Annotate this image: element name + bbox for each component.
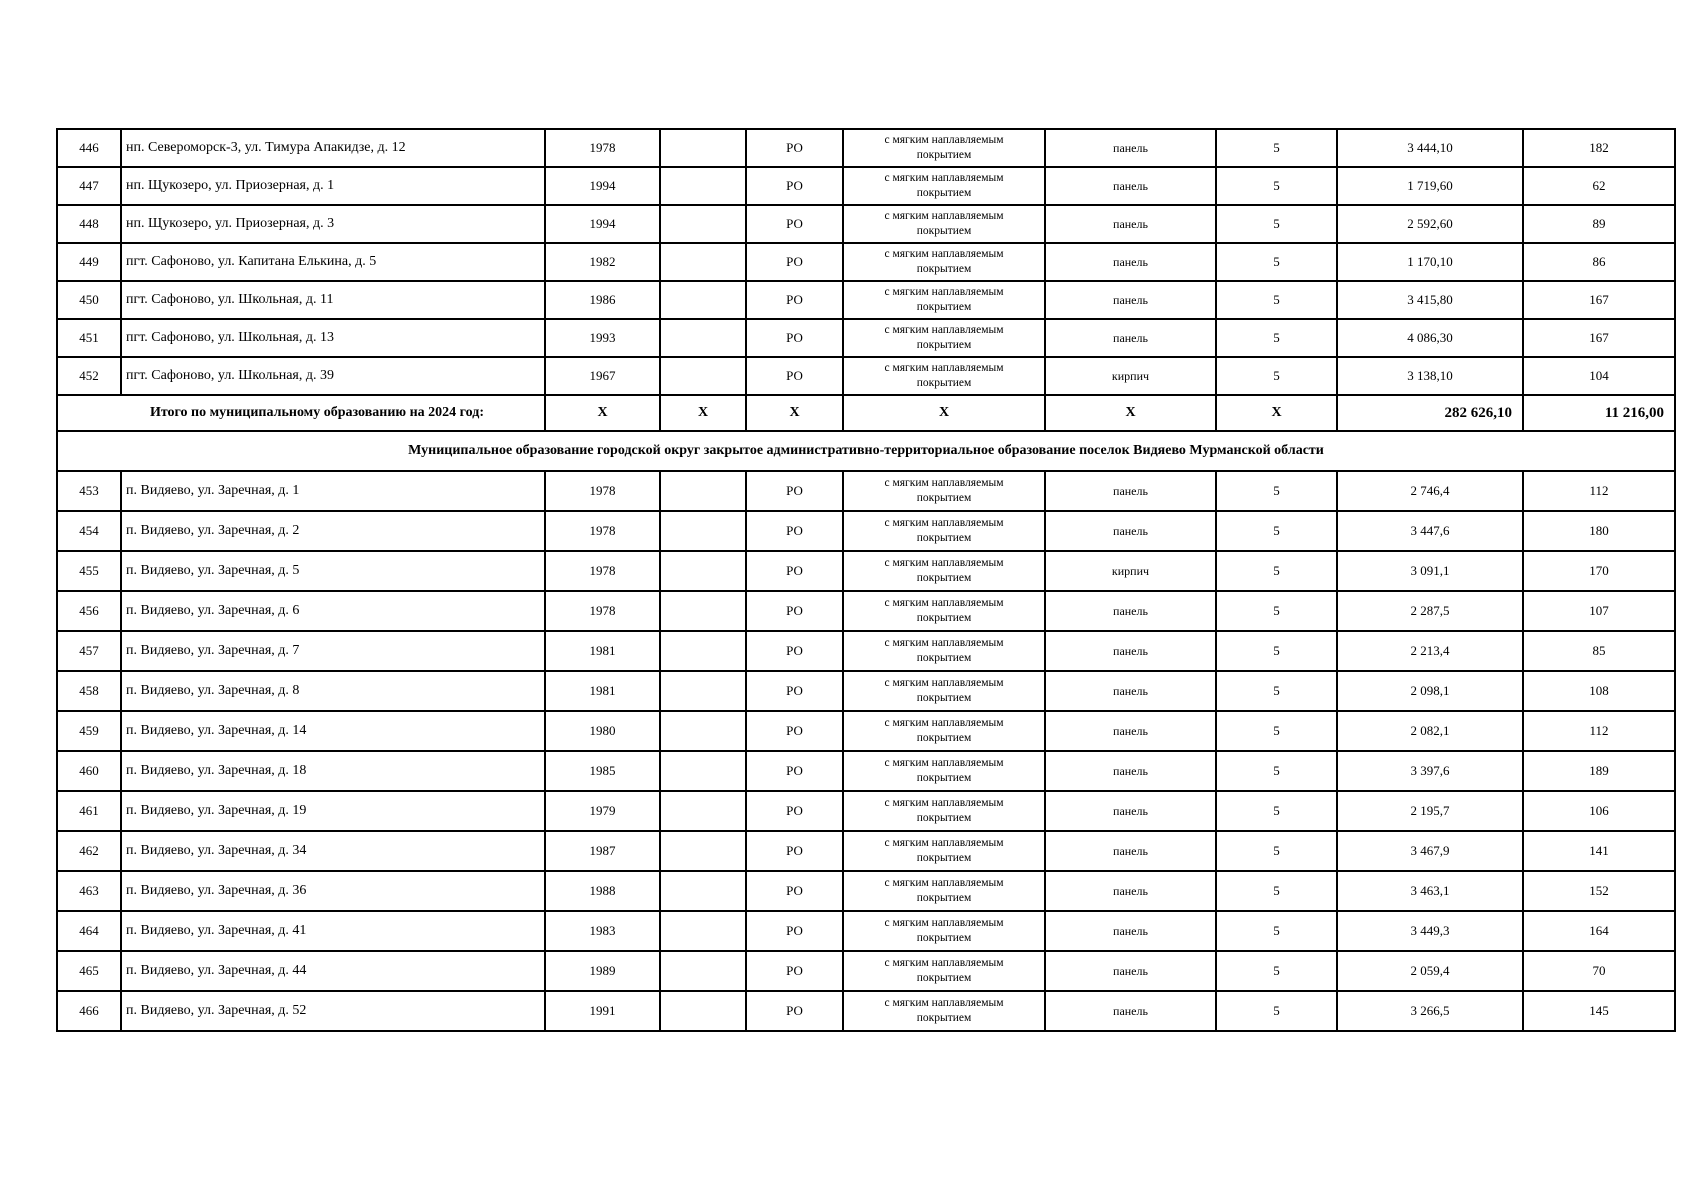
total-area: 282 626,10	[1337, 395, 1523, 431]
area-cell: 2 082,1	[1337, 711, 1523, 751]
wall-material-cell: панель	[1045, 129, 1216, 167]
address-cell: п. Видяево, ул. Заречная, д. 5	[121, 551, 545, 591]
floors-cell: 5	[1216, 243, 1337, 281]
empty-cell	[660, 831, 746, 871]
area-cell: 3 449,3	[1337, 911, 1523, 951]
floors-cell: 5	[1216, 711, 1337, 751]
roof-type-line: с мягким наплавляемым	[884, 324, 1004, 336]
area-cell: 3 266,5	[1337, 991, 1523, 1031]
area-cell: 2 213,4	[1337, 631, 1523, 671]
roof-type-cell	[843, 551, 1045, 591]
wall-material-cell: панель	[1045, 951, 1216, 991]
fund-cell: РО	[746, 831, 843, 871]
year-cell: 1978	[545, 129, 660, 167]
total-x-mark: X	[843, 395, 1045, 431]
fund-cell: РО	[746, 281, 843, 319]
address-cell: п. Видяево, ул. Заречная, д. 41	[121, 911, 545, 951]
wall-material-cell: панель	[1045, 911, 1216, 951]
area-cell: 2 059,4	[1337, 951, 1523, 991]
roof-type-line: с мягким наплавляемым	[884, 286, 1004, 298]
empty-cell	[660, 991, 746, 1031]
year-cell: 1981	[545, 631, 660, 671]
floors-cell: 5	[1216, 205, 1337, 243]
table-row	[57, 911, 1675, 951]
roof-type-cell	[843, 511, 1045, 551]
wall-material-cell: панель	[1045, 591, 1216, 631]
fund-cell: РО	[746, 591, 843, 631]
empty-cell	[660, 205, 746, 243]
row-number-cell: 457	[57, 631, 121, 671]
wall-material-cell: панель	[1045, 205, 1216, 243]
floors-cell: 5	[1216, 511, 1337, 551]
total-x-mark: X	[660, 395, 746, 431]
section-title: Муниципальное образование городской округ закрытое административно-территориальное образование поселок Видяево Мурманской области	[57, 431, 1675, 471]
table-row	[57, 129, 1675, 167]
table-row	[57, 711, 1675, 751]
row-number-cell: 452	[57, 357, 121, 395]
fund-cell: РО	[746, 471, 843, 511]
floors-cell: 5	[1216, 281, 1337, 319]
table-row	[57, 281, 1675, 319]
roof-type-cell	[843, 711, 1045, 751]
roof-type-line: с мягким наплавляемым	[884, 210, 1004, 222]
roof-type-line: покрытием	[916, 612, 972, 624]
empty-cell	[660, 551, 746, 591]
wall-material-cell: панель	[1045, 243, 1216, 281]
residents-cell: 85	[1523, 631, 1675, 671]
row-number-cell: 459	[57, 711, 121, 751]
area-cell: 2 592,60	[1337, 205, 1523, 243]
table-row	[57, 511, 1675, 551]
housing-registry-table	[56, 128, 1676, 1032]
table-row	[57, 831, 1675, 871]
area-cell: 3 091,1	[1337, 551, 1523, 591]
wall-material-cell: панель	[1045, 791, 1216, 831]
roof-type-cell	[843, 791, 1045, 831]
residents-cell: 141	[1523, 831, 1675, 871]
table-row	[57, 591, 1675, 631]
roof-type-line: покрытием	[916, 972, 972, 984]
wall-material-cell: панель	[1045, 631, 1216, 671]
roof-type-line: покрытием	[916, 339, 972, 351]
fund-cell: РО	[746, 319, 843, 357]
address-cell: п. Видяево, ул. Заречная, д. 18	[121, 751, 545, 791]
roof-type-line: с мягким наплавляемым	[884, 917, 1004, 929]
roof-type-line: покрытием	[916, 772, 972, 784]
table-row	[57, 551, 1675, 591]
roof-type-line: с мягким наплавляемым	[884, 248, 1004, 260]
fund-cell: РО	[746, 991, 843, 1031]
total-x-mark: X	[746, 395, 843, 431]
empty-cell	[660, 167, 746, 205]
roof-type-cell	[843, 671, 1045, 711]
roof-type-line: с мягким наплавляемым	[884, 597, 1004, 609]
roof-type-line: с мягким наплавляемым	[884, 517, 1004, 529]
floors-cell: 5	[1216, 591, 1337, 631]
year-cell: 1981	[545, 671, 660, 711]
residents-cell: 180	[1523, 511, 1675, 551]
residents-cell: 112	[1523, 471, 1675, 511]
table-row	[57, 751, 1675, 791]
row-number-cell: 460	[57, 751, 121, 791]
roof-type-cell	[843, 831, 1045, 871]
address-cell: п. Видяево, ул. Заречная, д. 34	[121, 831, 545, 871]
floors-cell: 5	[1216, 167, 1337, 205]
year-cell: 1986	[545, 281, 660, 319]
address-cell: п. Видяево, ул. Заречная, д. 1	[121, 471, 545, 511]
address-cell: пгт. Сафоново, ул. Школьная, д. 11	[121, 281, 545, 319]
table-row	[57, 991, 1675, 1031]
roof-type-line: с мягким наплавляемым	[884, 717, 1004, 729]
table-row	[57, 357, 1675, 395]
address-cell: нп. Щукозеро, ул. Приозерная, д. 3	[121, 205, 545, 243]
address-cell: нп. Североморск-3, ул. Тимура Апакидзе, д. 12	[121, 129, 545, 167]
year-cell: 1980	[545, 711, 660, 751]
roof-type-line: покрытием	[916, 532, 972, 544]
table-row	[57, 167, 1675, 205]
roof-type-cell	[843, 591, 1045, 631]
row-number-cell: 465	[57, 951, 121, 991]
residents-cell: 182	[1523, 129, 1675, 167]
roof-type-cell	[843, 471, 1045, 511]
wall-material-cell: панель	[1045, 511, 1216, 551]
area-cell: 3 444,10	[1337, 129, 1523, 167]
address-cell: п. Видяево, ул. Заречная, д. 52	[121, 991, 545, 1031]
area-cell: 3 463,1	[1337, 871, 1523, 911]
area-cell: 1 719,60	[1337, 167, 1523, 205]
roof-type-line: с мягким наплавляемым	[884, 134, 1004, 146]
roof-type-line: покрытием	[916, 932, 972, 944]
wall-material-cell: панель	[1045, 751, 1216, 791]
floors-cell: 5	[1216, 471, 1337, 511]
residents-cell: 152	[1523, 871, 1675, 911]
floors-cell: 5	[1216, 791, 1337, 831]
fund-cell: РО	[746, 243, 843, 281]
year-cell: 1978	[545, 511, 660, 551]
residents-cell: 106	[1523, 791, 1675, 831]
empty-cell	[660, 591, 746, 631]
roof-type-line: покрытием	[916, 652, 972, 664]
empty-cell	[660, 711, 746, 751]
year-cell: 1978	[545, 471, 660, 511]
roof-type-cell	[843, 167, 1045, 205]
roof-type-line: покрытием	[916, 225, 972, 237]
table-row	[57, 205, 1675, 243]
fund-cell: РО	[746, 911, 843, 951]
residents-cell: 112	[1523, 711, 1675, 751]
wall-material-cell: панель	[1045, 711, 1216, 751]
area-cell: 3 467,9	[1337, 831, 1523, 871]
roof-type-cell	[843, 751, 1045, 791]
row-number-cell: 462	[57, 831, 121, 871]
roof-type-cell	[843, 951, 1045, 991]
roof-type-line: покрытием	[916, 572, 972, 584]
row-number-cell: 455	[57, 551, 121, 591]
roof-type-line: с мягким наплавляемым	[884, 797, 1004, 809]
residents-cell: 164	[1523, 911, 1675, 951]
total-label: Итого по муниципальному образованию на 2024 год:	[57, 395, 545, 431]
year-cell: 1994	[545, 167, 660, 205]
total-row	[57, 395, 1675, 431]
floors-cell: 5	[1216, 631, 1337, 671]
roof-type-line: с мягким наплавляемым	[884, 957, 1004, 969]
empty-cell	[660, 129, 746, 167]
roof-type-line: с мягким наплавляемым	[884, 677, 1004, 689]
total-x-mark: X	[1216, 395, 1337, 431]
year-cell: 1985	[545, 751, 660, 791]
roof-type-line: покрытием	[916, 852, 972, 864]
roof-type-line: с мягким наплавляемым	[884, 877, 1004, 889]
table-total-section	[57, 395, 1675, 471]
roof-type-line: покрытием	[916, 1012, 972, 1024]
address-cell: пгт. Сафоново, ул. Школьная, д. 13	[121, 319, 545, 357]
row-number-cell: 447	[57, 167, 121, 205]
wall-material-cell: кирпич	[1045, 357, 1216, 395]
table-row	[57, 243, 1675, 281]
residents-cell: 70	[1523, 951, 1675, 991]
roof-type-cell	[843, 319, 1045, 357]
roof-type-line: покрытием	[916, 892, 972, 904]
roof-type-line: с мягким наплавляемым	[884, 997, 1004, 1009]
roof-type-cell	[843, 991, 1045, 1031]
address-cell: п. Видяево, ул. Заречная, д. 2	[121, 511, 545, 551]
year-cell: 1987	[545, 831, 660, 871]
document-page	[56, 128, 1674, 1032]
area-cell: 2 098,1	[1337, 671, 1523, 711]
roof-type-cell	[843, 205, 1045, 243]
roof-type-line: с мягким наплавляемым	[884, 362, 1004, 374]
area-cell: 4 086,30	[1337, 319, 1523, 357]
residents-cell: 86	[1523, 243, 1675, 281]
address-cell: п. Видяево, ул. Заречная, д. 36	[121, 871, 545, 911]
roof-type-cell	[843, 631, 1045, 671]
empty-cell	[660, 243, 746, 281]
roof-type-line: покрытием	[916, 812, 972, 824]
empty-cell	[660, 871, 746, 911]
row-number-cell: 461	[57, 791, 121, 831]
fund-cell: РО	[746, 129, 843, 167]
roof-type-line: покрытием	[916, 732, 972, 744]
roof-type-cell	[843, 357, 1045, 395]
floors-cell: 5	[1216, 871, 1337, 911]
year-cell: 1993	[545, 319, 660, 357]
fund-cell: РО	[746, 631, 843, 671]
residents-cell: 167	[1523, 319, 1675, 357]
floors-cell: 5	[1216, 671, 1337, 711]
residents-cell: 145	[1523, 991, 1675, 1031]
roof-type-line: покрытием	[916, 263, 972, 275]
area-cell: 3 447,6	[1337, 511, 1523, 551]
empty-cell	[660, 471, 746, 511]
floors-cell: 5	[1216, 551, 1337, 591]
row-number-cell: 448	[57, 205, 121, 243]
floors-cell: 5	[1216, 319, 1337, 357]
table-section-1	[57, 129, 1675, 395]
area-cell: 3 138,10	[1337, 357, 1523, 395]
roof-type-line: покрытием	[916, 492, 972, 504]
year-cell: 1994	[545, 205, 660, 243]
fund-cell: РО	[746, 205, 843, 243]
row-number-cell: 464	[57, 911, 121, 951]
table-row	[57, 871, 1675, 911]
roof-type-line: покрытием	[916, 301, 972, 313]
section-header-row	[57, 431, 1675, 471]
roof-type-line: с мягким наплавляемым	[884, 837, 1004, 849]
wall-material-cell: панель	[1045, 281, 1216, 319]
fund-cell: РО	[746, 511, 843, 551]
table-row	[57, 631, 1675, 671]
residents-cell: 107	[1523, 591, 1675, 631]
area-cell: 3 415,80	[1337, 281, 1523, 319]
empty-cell	[660, 671, 746, 711]
total-x-mark: X	[545, 395, 660, 431]
address-cell: п. Видяево, ул. Заречная, д. 14	[121, 711, 545, 751]
row-number-cell: 456	[57, 591, 121, 631]
floors-cell: 5	[1216, 991, 1337, 1031]
residents-cell: 108	[1523, 671, 1675, 711]
roof-type-line: покрытием	[916, 377, 972, 389]
roof-type-cell	[843, 911, 1045, 951]
roof-type-cell	[843, 243, 1045, 281]
year-cell: 1989	[545, 951, 660, 991]
roof-type-line: покрытием	[916, 692, 972, 704]
row-number-cell: 463	[57, 871, 121, 911]
address-cell: п. Видяево, ул. Заречная, д. 7	[121, 631, 545, 671]
table-row	[57, 671, 1675, 711]
address-cell: п. Видяево, ул. Заречная, д. 6	[121, 591, 545, 631]
table-row	[57, 471, 1675, 511]
row-number-cell: 450	[57, 281, 121, 319]
row-number-cell: 454	[57, 511, 121, 551]
year-cell: 1978	[545, 551, 660, 591]
roof-type-line: с мягким наплавляемым	[884, 757, 1004, 769]
residents-cell: 62	[1523, 167, 1675, 205]
row-number-cell: 451	[57, 319, 121, 357]
year-cell: 1983	[545, 911, 660, 951]
area-cell: 3 397,6	[1337, 751, 1523, 791]
roof-type-line: с мягким наплавляемым	[884, 172, 1004, 184]
area-cell: 2 746,4	[1337, 471, 1523, 511]
wall-material-cell: панель	[1045, 871, 1216, 911]
floors-cell: 5	[1216, 129, 1337, 167]
residents-cell: 167	[1523, 281, 1675, 319]
fund-cell: РО	[746, 871, 843, 911]
row-number-cell: 458	[57, 671, 121, 711]
roof-type-line: с мягким наплавляемым	[884, 477, 1004, 489]
address-cell: п. Видяево, ул. Заречная, д. 8	[121, 671, 545, 711]
wall-material-cell: кирпич	[1045, 551, 1216, 591]
wall-material-cell: панель	[1045, 991, 1216, 1031]
empty-cell	[660, 511, 746, 551]
wall-material-cell: панель	[1045, 167, 1216, 205]
area-cell: 1 170,10	[1337, 243, 1523, 281]
empty-cell	[660, 751, 746, 791]
fund-cell: РО	[746, 711, 843, 751]
row-number-cell: 466	[57, 991, 121, 1031]
floors-cell: 5	[1216, 831, 1337, 871]
year-cell: 1979	[545, 791, 660, 831]
wall-material-cell: панель	[1045, 831, 1216, 871]
fund-cell: РО	[746, 551, 843, 591]
residents-cell: 89	[1523, 205, 1675, 243]
empty-cell	[660, 319, 746, 357]
roof-type-cell	[843, 871, 1045, 911]
floors-cell: 5	[1216, 357, 1337, 395]
table-row	[57, 791, 1675, 831]
floors-cell: 5	[1216, 951, 1337, 991]
row-number-cell: 453	[57, 471, 121, 511]
roof-type-line: с мягким наплавляемым	[884, 637, 1004, 649]
residents-cell: 170	[1523, 551, 1675, 591]
fund-cell: РО	[746, 951, 843, 991]
empty-cell	[660, 631, 746, 671]
empty-cell	[660, 951, 746, 991]
floors-cell: 5	[1216, 751, 1337, 791]
address-cell: нп. Щукозеро, ул. Приозерная, д. 1	[121, 167, 545, 205]
empty-cell	[660, 911, 746, 951]
residents-cell: 189	[1523, 751, 1675, 791]
year-cell: 1982	[545, 243, 660, 281]
fund-cell: РО	[746, 751, 843, 791]
year-cell: 1991	[545, 991, 660, 1031]
year-cell: 1967	[545, 357, 660, 395]
floors-cell: 5	[1216, 911, 1337, 951]
wall-material-cell: панель	[1045, 471, 1216, 511]
total-x-mark: X	[1045, 395, 1216, 431]
roof-type-cell	[843, 281, 1045, 319]
table-row	[57, 951, 1675, 991]
area-cell: 2 287,5	[1337, 591, 1523, 631]
table-row	[57, 319, 1675, 357]
fund-cell: РО	[746, 357, 843, 395]
row-number-cell: 449	[57, 243, 121, 281]
fund-cell: РО	[746, 791, 843, 831]
year-cell: 1988	[545, 871, 660, 911]
wall-material-cell: панель	[1045, 319, 1216, 357]
area-cell: 2 195,7	[1337, 791, 1523, 831]
roof-type-line: покрытием	[916, 149, 972, 161]
year-cell: 1978	[545, 591, 660, 631]
residents-cell: 104	[1523, 357, 1675, 395]
address-cell: пгт. Сафоново, ул. Школьная, д. 39	[121, 357, 545, 395]
roof-type-line: покрытием	[916, 187, 972, 199]
address-cell: пгт. Сафоново, ул. Капитана Елькина, д. 5	[121, 243, 545, 281]
empty-cell	[660, 357, 746, 395]
total-residents: 11 216,00	[1523, 395, 1675, 431]
wall-material-cell: панель	[1045, 671, 1216, 711]
table-section-2	[57, 471, 1675, 1031]
address-cell: п. Видяево, ул. Заречная, д. 19	[121, 791, 545, 831]
roof-type-line: с мягким наплавляемым	[884, 557, 1004, 569]
row-number-cell: 446	[57, 129, 121, 167]
empty-cell	[660, 791, 746, 831]
empty-cell	[660, 281, 746, 319]
address-cell: п. Видяево, ул. Заречная, д. 44	[121, 951, 545, 991]
fund-cell: РО	[746, 167, 843, 205]
roof-type-cell	[843, 129, 1045, 167]
fund-cell: РО	[746, 671, 843, 711]
